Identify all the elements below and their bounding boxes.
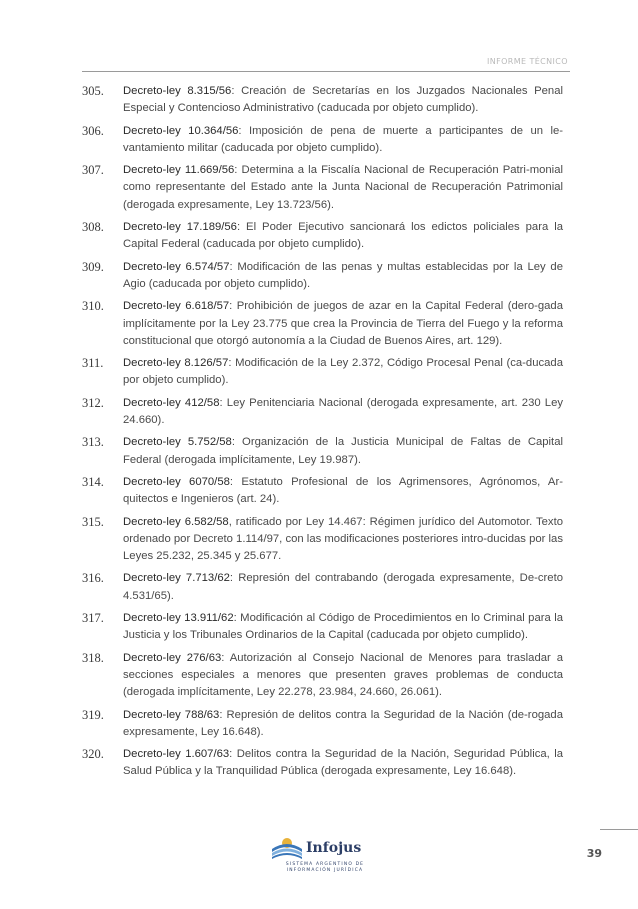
entry-number: 314. [82, 474, 104, 489]
entry-description: : Modificación al Código de Procedimientos en lo Criminal para la Justicia y los Tribunales Ordinarios de la Capital (caducada por objeto cumplido). [123, 612, 563, 642]
entry-number: 307. [82, 163, 104, 178]
infojus-emblem-icon [270, 831, 304, 861]
entry-description: : El Poder Ejecutivo sancionará los edictos policiales para la Capital Federal (caducada por objeto cumplido). [123, 221, 563, 251]
entry-number: 305. [82, 84, 104, 98]
entry-description: : Organización de la Justicia Municipal de Faltas de Capital Federal (derogada implícitamente, Ley 19.987). [123, 436, 563, 466]
entry-number: 312. [82, 395, 104, 410]
decree-entry [82, 610, 563, 645]
entry-title: Decreto-ley 788/63 [123, 708, 220, 721]
page-number: 39 [586, 847, 602, 860]
entry-number: 306. [82, 123, 104, 138]
entry-number: 309. [82, 259, 104, 274]
entry-number: 313. [82, 435, 104, 450]
running-header: INFORME TÉCNICO [486, 57, 568, 66]
entry-description: : Estatuto Profesional de los Agrimensores, Agrónomos, Ar-quitectos e Ingenieros (art. 24). [123, 475, 563, 506]
entry-title: Decreto-ley 276/63 [123, 651, 222, 664]
entry-title: Decreto-ley 1.607/63 [123, 748, 230, 761]
entry-description: : Represión del contrabando (derogada expresamente, De-creto 4.531/65). [123, 572, 563, 602]
entry-title: Decreto-ley 7.713/62 [123, 572, 230, 585]
decree-entry [82, 219, 563, 254]
decree-entry [82, 259, 563, 294]
entry-title: Decreto-ley 6070/58 [123, 475, 230, 488]
page-number-divider [600, 829, 638, 830]
entry-description: : Autorización al Consejo Nacional de Menores para trasladar a secciones especiales a menores que presenten graves problemas de conducta (derogada implícitamente, Ley 22.278, 23.984, 24.660, 26.061). [123, 651, 563, 699]
infojus-logo [270, 831, 380, 873]
entry-number: 318. [82, 650, 104, 665]
entry-description: : Imposición de pena de muerte a participantes de un le-vantamiento militar (caducada por objeto cumplido). [123, 124, 563, 154]
logo-tagline-line-2: INFORMACIÓN JURÍDICA [286, 867, 364, 873]
decree-entry [82, 434, 563, 469]
entry-title: Decreto-ley 17.189/56 [123, 221, 237, 234]
entry-description: : Modificación de las penas y multas establecidas por la Ley de Agio (caducada por objeto cumplido). [123, 260, 563, 290]
decree-entry [82, 570, 563, 605]
entry-number: 310. [82, 299, 104, 314]
decree-entry [82, 298, 563, 350]
entry-title: Decreto-ley 6.582/58 [123, 515, 229, 528]
decree-entry [82, 162, 563, 214]
entry-title: Decreto-ley 11.669/56 [123, 164, 235, 177]
entry-description: : Ley Penitenciaria Nacional (derogada expresamente, art. 230 Ley 24.660). [123, 396, 564, 427]
entry-number: 311. [82, 356, 104, 371]
entry-number: 319. [82, 707, 104, 722]
entry-title: Decreto-ley 6.574/57 [123, 260, 230, 273]
decree-entry [82, 83, 563, 118]
entry-title: Decreto-ley 412/58 [123, 396, 220, 409]
decree-list [82, 83, 563, 786]
entry-title: Decreto-ley 5.752/58 [123, 436, 232, 449]
entry-description: : Delitos contra la Seguridad de la Nación, Seguridad Pública, la Salud Pública y la Tranquilidad Pública (derogada expresamente, Ley 16.648). [123, 748, 563, 778]
logo-wordmark: Infojus [306, 840, 362, 856]
entry-description: : Represión de delitos contra la Seguridad de la Nación (de-rogada expresamente, Ley 16.648). [123, 708, 563, 738]
entry-title: Decreto-ley 6.618/57 [123, 300, 230, 313]
entry-title: Decreto-ley 8.126/57 [123, 357, 229, 370]
decree-entry [82, 650, 563, 702]
entry-description: , ratificado por Ley 14.467: Régimen jurídico del Automotor. Texto ordenado por Decreto 1.114/97, con las modificaciones posteriores intro-ducidas por las Leyes 25.232, 25.345 y 25.677. [123, 515, 563, 563]
entry-description: : Determina a la Fiscalía Nacional de Recuperación Patri-monial como representante del Estado ante la Junta Nacional de Recuperación Patrimonial (derogada expresamente, Ley 13.723/56). [123, 164, 563, 211]
entry-description: : Prohibición de juegos de azar en la Capital Federal (dero-gada implícitamente por la Ley 23.775 que crea la Provincia de Tierra del Fuego y la reforma constitucional que otorgó autonomía a la Ciudad de Buenos Aires, art. 129). [123, 300, 564, 347]
entry-number: 320. [82, 747, 104, 762]
entry-title: Decreto-ley 8.315/56 [123, 85, 232, 97]
entry-number: 317. [82, 611, 104, 626]
entry-number: 308. [82, 220, 104, 235]
decree-entry [82, 707, 563, 742]
decree-entry [82, 514, 563, 566]
decree-entry [82, 395, 563, 430]
logo-tagline [270, 862, 380, 873]
decree-entry [82, 355, 563, 390]
entry-description: : Creación de Secretarías en los Juzgados Nacionales Penal Especial y Contencioso Administrativo (caducada por objeto cumplido). [123, 85, 564, 115]
entry-number: 315. [82, 514, 104, 529]
decree-entry [82, 746, 563, 781]
entry-title: Decreto-ley 10.364/56 [123, 124, 239, 137]
header-divider [82, 71, 570, 72]
entry-number: 316. [82, 571, 104, 586]
decree-entry [82, 474, 563, 509]
decree-entry [82, 123, 563, 158]
entry-description: : Modificación de la Ley 2.372, Código Procesal Penal (ca-ducada por objeto cumplido). [123, 357, 563, 387]
entry-title: Decreto-ley 13.911/62 [123, 612, 234, 625]
logo-tagline-line-1: SISTEMA ARGENTINO DE [285, 862, 365, 867]
